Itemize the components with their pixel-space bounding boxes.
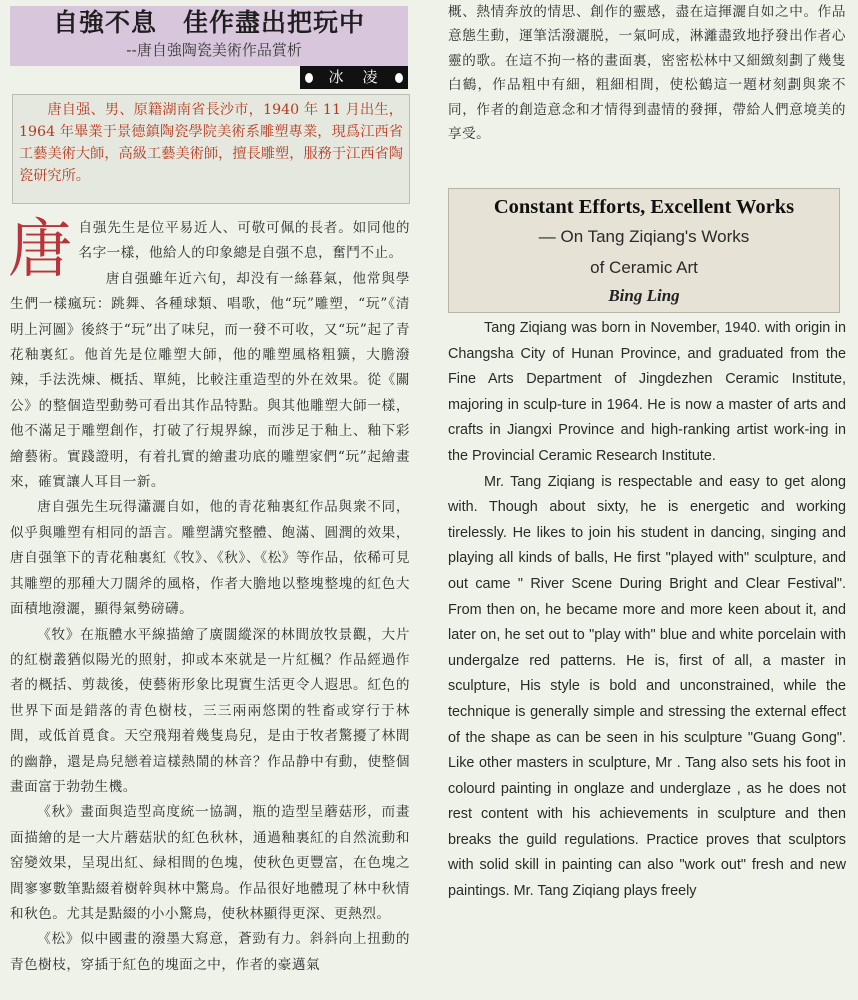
drop-cap: 唐 — [8, 213, 73, 287]
paragraph: 唐自强先生玩得瀟灑自如，他的青花釉裏紅作品與衆不同，似乎與雕塑有相同的語言。雕塑講究整體、飽滿、圓潤的效果，唐自强筆下的青花釉裏紅《牧》、《秋》、《松》等作品，依稀可見其雕塑的那種大刀闊斧的風格，作者大膽地以整塊整塊的紅色大面積地潑灑，顯得氣勢磅礴。 — [10, 499, 410, 618]
main-title: 自強不息 佳作盡出把玩中 — [52, 8, 365, 37]
english-title-box — [448, 188, 840, 313]
paragraph: Tang Ziqiang was born in November, 1940. with origin in Changsha City of Hunan Province, and graduated from the Fine Arts Department of Jingdezhen Ceramic Institute, majoring in sculp-ture in 1964. He is now a master of arts and crafts in Jiangxi Province and high-ranking artist work-ing in the Provincial Ceramic Research Institute. — [448, 320, 846, 464]
paragraph: 《松》似中國畫的潑墨大寫意，蒼勁有力。斜斜向上扭動的青色樹枝，穿插于紅色的塊面之中，作者的豪邁氣 — [10, 931, 410, 973]
chinese-article-body — [8, 213, 410, 978]
bullet-icon — [305, 73, 313, 83]
author-tag — [300, 66, 408, 89]
english-article-body — [448, 316, 846, 905]
paragraph: 概、熱情奔放的情思、創作的靈感，盡在這揮灑自如之中。作品意態生動，運筆活潑灑脱，一氣呵成，淋灕盡致地抒發出作者心靈的歌。在這不拘一格的畫面裏，密密松林中又細緻刻劃了幾隻白鶴，作品粗中有細，粗細相間，使松鶴這一題材刻劃與衆不同，作者的創造意念和才情得到盡情的發揮，帶給人們意境美的享受。 — [448, 4, 846, 143]
english-title: Constant Efforts, Excellent Works — [493, 196, 795, 218]
paragraph: Mr. Tang Ziqiang is respectable and easy to get along with. Though about sixty, he is energetic and working tirelessly. He likes to join his student in dancing, singing and playing all kinds of balls, He first "played with" sculpture, and out came " River Scene During Bright and Clear Festival". From then on, he became more and more keen about it, and later on, he set out to "play with" blue and white porcelain with undergalze red patterns. He is, first of all, a master in sculpture, His style is bold and unconstrained, while the technique is generally simple and stressing the external effect of the shape as can be seen in his sculpture "Guang Gong". Like other masters in sculpture, Mr . Tang also sets his foot in colourd painting in onglaze and underglaze , as he does not rest content with his achievements in sculpture and then breaks the guild regulations. Practice proves that sculptors with solid skill in painting can also "work out" fresh and new paintings. Mr. Tang Ziqiang plays freely — [448, 473, 846, 900]
english-subtitle-line1: — On Tang Ziqiang's Works — [538, 227, 750, 246]
english-subtitle-line2: of Ceramic Art — [590, 258, 698, 277]
bullet-icon — [395, 73, 403, 83]
author-bio: 唐自强、男、原籍湖南省長沙市，1940 年 11 月出生，1964 年畢業于景德鎮陶瓷學院美術系雕塑專業，現爲江西省工藝美術大師，高級工藝美術師，擅長雕塑，服務于江西省陶瓷研究所。 — [19, 102, 403, 184]
author-name: 冰 凌 — [328, 68, 380, 86]
english-author: Bing Ling — [608, 286, 680, 305]
chinese-article-continuation — [448, 0, 846, 146]
paragraph: 唐 自强先生是位平易近人、可敬可佩的長者。如同他的名字一樣，他給人的印象總是自强不息，奮鬥不止。 — [8, 213, 410, 287]
chinese-column — [8, 6, 420, 973]
paragraph: 《牧》在瓶體水平線描繪了廣闊縱深的林間放牧景觀，大片的紅樹叢猶似陽光的照射，抑或本來就是一片紅楓？作品經過作者的概括、剪裁後，使藝術形象比現實生活更令人遐思。紅色的世界下面是錯落的青色樹枝，三三兩兩悠閑的牲畜或穿行于林間，或低首覓食。天空飛翔着幾隻鳥兒，是由于牧者驚擾了林間的幽静，還是鳥兒戀着這樣熱鬧的林音？作品静中有動，使整個畫面富于勃勃生機。 — [10, 626, 410, 795]
title-band — [10, 6, 408, 66]
paragraph: 唐自强雖年近六旬，却没有一絲暮氣，他常與學生們一樣瘋玩：跳舞、各種球類、唱歌，他“玩”雕塑，“玩”《清明上河圖》後終于“玩”出了味兒，而一發不可收，又“玩”起了青花釉裏紅。他首先是位雕塑大師，他的雕塑風格粗獷，大膽潑辣，手法洗煉、概括、單純，比較注重造型的外在效果。從《關公》的整個造型動勢可看出其作品特點。與其他雕塑大師一樣，他不滿足于雕塑創作，打破了行規界線，而涉足于釉上、釉下彩繪藝術。實踐證明，有着扎實的繪畫功底的雕塑家們“玩”起繪畫來，確實讓人耳目一新。 — [10, 270, 410, 491]
author-bio-box — [12, 94, 410, 204]
paragraph: 《秋》畫面與造型高度統一協調，瓶的造型呈蘑菇形，而畫面描繪的是一大片蘑菇狀的紅色秋林，通過釉裏紅的自然流動和窑變效果，呈現出紅、緑相間的色塊，使秋色更豐富，在色塊之間寥寥數筆點綴着樹幹與林中驚鳥。作品很好地體現了林中秋情和秋色。尤其是點綴的小小驚鳥，使秋林顯得更深、更熱烈。 — [10, 804, 410, 922]
sub-title: --唐自強陶瓷美術作品賞析 — [126, 41, 302, 59]
